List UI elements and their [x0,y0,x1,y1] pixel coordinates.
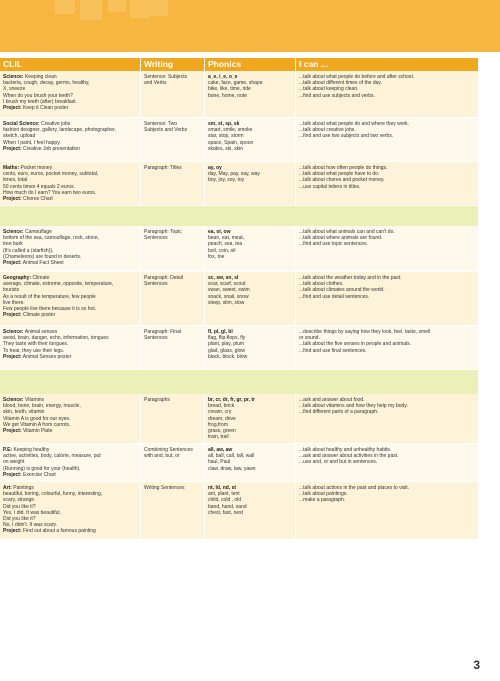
cell-line: Sentences [144,281,168,288]
line-text: swan, sweet, swim [208,287,250,294]
line-text: Camouflage [23,229,52,235]
table-row [0,118,478,162]
bold-label: Project: [3,105,22,112]
i-can-cell [296,71,478,117]
bold-label: Science: [3,74,24,80]
line-text: fashion designer, gallery, landscape, photographer, [3,127,116,134]
bold-label: Project: [3,471,22,478]
cell-line: ...talk about the five senses in people and animals. [299,341,412,348]
phonics-cell [205,394,296,443]
bold-label: Art: [3,485,12,491]
bold-label: Maths: [3,165,20,171]
line-text: black, block, blow [208,353,248,360]
phonics-cell [205,71,296,117]
line-text: To hear, they use their legs. [3,347,65,354]
line-text: boy, joy, soy, toy [208,177,245,184]
bold-label: ay, oy [208,165,222,171]
bold-label: Project: [3,312,22,319]
line-text: tourists [3,287,20,294]
cell-line: Paragraph: Topic [144,229,182,235]
line-text: Find out about a famous painting [21,528,96,535]
cell-line: Sentences [144,335,168,342]
cell-line [208,93,292,99]
line-text: all, ball, call, tall, wall [208,453,255,460]
line-text: times, total [3,177,28,184]
line-text: Vitamin Plate [21,428,53,435]
line-text: Yes, I did. It was beautiful. [3,509,61,516]
line-text: (It's called a (starfish)). [3,247,54,254]
cell-line: ...ask and answer about food. [299,397,365,403]
cell-line: Subjects and Verbs [144,127,188,134]
cell-line [3,428,137,434]
line-text: Animal Senses poster [21,353,72,360]
table-body [0,71,478,540]
bold-label: nt, ld, nd, st [208,485,237,491]
line-text: No, I didn't. It was scary. [3,522,57,529]
header-phonics: Phonics [205,58,296,71]
cell-line: ...find and use two subjects and two verbs. [299,133,394,140]
cell-line: Sentence: Two [144,121,177,127]
line-text: glad, glass, glow [208,347,245,354]
cell-line [208,434,292,440]
phonics-cell [205,444,296,481]
line-text: Climate [31,275,50,281]
line-text: live there. [3,299,25,306]
line-text: Keep it Clean poster [21,105,69,112]
line-text: Creative Job presentation [21,145,80,152]
table-row [0,226,478,272]
cell-line [3,472,137,478]
header-i-can: I can ... [299,59,328,69]
phonics-cell [205,226,296,271]
bold-label: P.E: [3,447,13,453]
line-text: bean, eat, meat, [208,235,245,242]
line-text: Did you like it? [3,503,36,510]
cell-line [208,510,292,516]
line-text: child, cold , old [208,497,242,504]
cell-line: ...talk about where animals are found. [299,235,383,242]
cell-line: Sentence: Subjects [144,74,188,80]
line-text: average, climate, extreme, opposite, temperature, [3,281,114,288]
line-text: Few people live there because it is so hot. [3,306,97,313]
line-text: haul, Paul [208,459,231,466]
table-row [0,326,478,370]
i-can-cell [296,444,478,481]
line-text: day, May, pay, say, way [208,171,260,178]
line-text: Creative jobs [39,121,71,127]
line-text: flag, flip-flops, fly [208,335,246,342]
cell-line [3,105,137,111]
line-text: claw, draw, law, yawn [208,465,256,472]
clil-cell [0,444,141,481]
line-text: Keeping healthy [12,447,50,453]
phonics-cell [205,272,296,325]
line-text: cream, cry [208,409,232,416]
cell-line [3,196,137,202]
top-banner [0,0,500,52]
cell-line: ...use and, or and but in sentences. [299,459,378,466]
cell-line: ...talk about chores and pocket money. [299,177,385,184]
line-text: chest, fast, nest [208,509,244,516]
line-text: Exercise Chart [21,471,56,478]
bold-label: fl, pl, gl, bl [208,329,233,335]
cell-line: ...find and use topic sentences. [299,241,368,248]
line-text: blood, bone, brain, energy, muscle, [3,403,81,410]
cell-line: ...make a paragraph. [299,497,346,504]
clil-cell [0,71,141,117]
clil-cell [0,226,141,271]
cell-line [3,260,137,266]
line-text: bike, like, time, ride [208,86,251,93]
cell-line: Paragraph: Detail [144,275,183,281]
cell-line: ...describe things by saying how they look, feel, taste, smell [299,329,431,335]
i-can-cell [296,226,478,271]
cell-line [208,300,292,306]
cell-line: or sound. [299,335,320,342]
phonics-cell [205,482,296,539]
table-row [0,394,478,444]
cell-line: Sentences [144,235,168,242]
line-text: Pocket money [19,165,53,171]
banner-decoration [0,0,500,52]
cell-line: ...talk about how often people do things. [299,165,388,171]
line-text: plant, play, plum [208,341,245,348]
cell-line [208,146,292,152]
i-can-cell [296,162,478,205]
table-header [0,58,478,71]
cell-line: with and, but, or [144,453,180,460]
i-can-cell [296,482,478,539]
cell-line [208,354,292,360]
line-text: snack, snail, snow [208,293,249,300]
line-text: We get Vitamin A from carrots. [3,421,71,428]
writing-cell [141,444,205,481]
line-text: Animal Fact Sheet [21,260,64,267]
line-text: bottom of the sea, camouflage, rock, stone, [3,235,99,242]
cell-line: ...talk about keeping clean. [299,86,359,93]
bold-label: Project: [3,353,22,360]
table-row [0,482,478,540]
bold-label: all, aw, aw [208,447,233,453]
bold-label: Project: [3,428,22,435]
line-text: star, stop, storm [208,133,244,140]
page-number: 3 [473,658,480,672]
cell-line: ...use capital letters in titles. [299,183,361,190]
writing-cell [141,118,205,161]
line-text: As a result of the temperature, few people [3,293,96,300]
cell-line: ...talk about what animals can and can't do. [299,229,395,235]
line-text: Climate poster [21,312,56,319]
bold-label: sm, st, sp, sk [208,121,240,127]
line-text: sleep, slim, slow [208,299,245,306]
header-writing: Writing [141,58,205,71]
cell-line: ...talk about climates around the world. [299,287,385,294]
cell-line: Paragraph: Final [144,329,181,335]
header-clil: CLIL [0,58,141,71]
line-text: boil, coin, oil [208,247,236,254]
line-text: When I paint, I feel happy. [3,139,61,146]
line-text: Paintings [11,485,34,491]
cell-line [3,312,137,318]
cell-line: ...find different parts of a paragraph. [299,409,379,416]
clil-cell [0,272,141,325]
i-can-cell [296,118,478,161]
bold-label: sc, sw, sn, sl [208,275,239,281]
line-text: Keeping clean [23,74,57,80]
cell-line [3,528,137,534]
line-text: Vitamin A is good for our eyes. [3,415,71,422]
writing-cell [141,71,205,117]
writing-cell [141,326,205,369]
cell-line: ...talk about the weather today and in the past. [299,275,402,281]
bold-label: Science: [3,397,24,403]
line-text: dream, drive [208,415,236,422]
phonics-cell [205,162,296,205]
writing-cell [141,272,205,325]
table-row [0,71,478,118]
table-row [0,162,478,206]
cell-line: ...find and use final sentences. [299,347,367,354]
i-can-cell [296,326,478,369]
cell-line: ...talk about different times of the day. [299,80,382,87]
i-can-cell [296,394,478,443]
cell-line: and Verbs [144,80,167,87]
cell-line: ...talk about clothes. [299,281,344,288]
line-text: avoid, brain, danger, echo, information, tongues [3,335,109,342]
cell-line [3,146,137,152]
line-text: cake, face, game, shape [208,80,263,87]
cell-line: ...find and use detail sentences. [299,293,370,300]
line-text: (Running) is good for your (health). [3,465,81,472]
table-row [0,444,478,482]
bold-label: ea, oi, ow [208,229,231,235]
clil-cell [0,394,141,443]
cell-line [208,177,292,183]
cell-line: ...talk about what people do before and after school. [299,74,415,80]
cell-line [208,466,292,472]
cell-line: ...ask and answer about activities in the past. [299,453,399,460]
bold-label: br, cr, dr, fr, gr, pr, tr [208,397,255,403]
clil-cell [0,162,141,205]
line-text: skates, ski, skin [208,145,244,152]
line-text: peach, sea, tea [208,241,243,248]
line-text: frog,from [208,421,229,428]
cell-line: ...talk about vitamins and how they help my body. [299,403,408,410]
bold-label: Project: [3,260,22,267]
cell-line: ...talk about creative jobs. [299,127,356,134]
line-text: (Chameleons) are found in deserts. [3,253,82,260]
line-text: fox, toe [208,253,225,260]
line-text: X, sneeze [3,86,26,93]
writing-cell [141,482,205,539]
table-row [0,272,478,326]
line-text: beautiful, boring, colourful, funny, interesting, [3,491,103,498]
curriculum-table [0,58,478,540]
phonics-cell [205,118,296,161]
line-text: active, activities, body, calorie, measure, put [3,453,101,460]
line-text: cents, euro, euros, pocket money, subtotal, [3,171,99,178]
line-text: They taste with their tongues. [3,341,69,348]
bold-label: Project: [3,145,22,152]
line-text: scary, strange [3,497,35,504]
bold-label: Project: [3,196,22,203]
line-text: band, hand, sand [208,503,247,510]
line-text: grass, green [208,428,236,435]
cell-line: ...talk about healthy and unhealthy habits. [299,447,392,453]
clil-cell [0,118,141,161]
writing-cell [141,394,205,443]
clil-cell [0,326,141,369]
line-text: bacteria, cough, decay, germs, healthy, [3,80,90,87]
cell-line [3,354,137,360]
cell-line [208,254,292,260]
cell-line: Paragraph: Titles [144,165,182,171]
line-text: Did you like it? [3,516,36,523]
line-text: 50 cents times 4 equals 2 euros. [3,183,75,190]
line-text: Vitamins [23,397,45,403]
i-can-cell [296,272,478,325]
writing-cell [141,162,205,205]
bold-label: Science: [3,329,24,335]
cell-line: ...talk about what people have to do. [299,171,380,178]
clil-cell [0,482,141,539]
line-text: ant, plant, tent [208,491,240,498]
line-text: smart, smile, smoke [208,127,253,134]
bold-label: a_e, i_e, o_e [208,74,238,80]
line-text: skin, teeth, vitamin [3,409,45,416]
bold-label: Project: [3,528,22,535]
line-text: scar, scarf, scout [208,281,246,288]
cell-line: Combining Sentences [144,447,193,453]
cell-line: ...talk about paintings. [299,491,348,498]
line-text: train, trail [208,434,229,441]
line-text: Animal senses [23,329,58,335]
line-text: bread, brick [208,403,235,410]
line-text: tree bark [3,241,23,248]
bold-label: Geography: [3,275,32,281]
phonics-cell [205,326,296,369]
cell-line: ...find and use subjects and verbs. [299,92,375,99]
line-text: bone, home, note [208,92,247,99]
line-text: I brush my teeth (after) breakfast. [3,98,77,105]
cell-line: Paragraphs [144,397,170,403]
cell-line: ...talk about what people do and where they work. [299,121,410,127]
unit-divider [0,206,478,226]
line-text: space, Spain, spoon [208,139,254,146]
unit-divider [0,370,478,394]
line-text: sketch, upload [3,133,36,140]
line-text: How much do I earn? You earn two euros. [3,189,97,196]
bold-label: Science: [3,229,24,235]
bold-label: Social Science: [3,121,40,127]
cell-line: Writing Sentences [144,485,185,491]
cell-line: ...talk about actions in the past and places to visit. [299,485,410,491]
writing-cell [141,226,205,271]
line-text: Chores Chart [21,196,53,203]
line-text: When do you brush your teeth? [3,92,73,99]
line-text: on weight [3,459,25,466]
